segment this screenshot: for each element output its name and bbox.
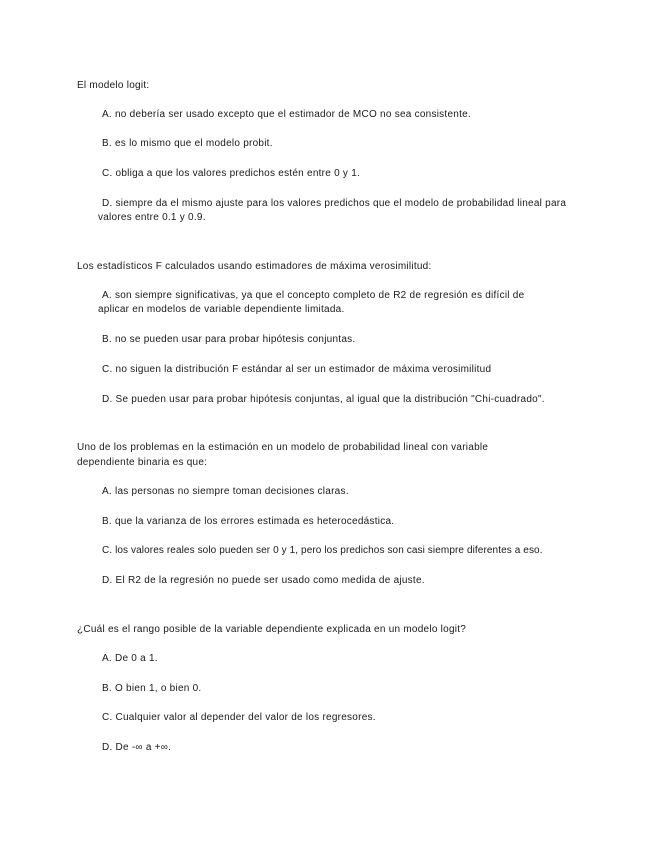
option-d[interactable]: D. siempre da el mismo ajuste para los valores predichos que el modelo de probabilidad lineal para valores entre 0.1 y 0.9. (98, 198, 567, 223)
option-b[interactable]: B. O bien 1, o bien 0. (102, 683, 202, 694)
option-c[interactable]: C. los valores reales solo pueden ser 0 y 1, pero los predichos son casi siempre diferentes a eso. (102, 545, 543, 556)
question-text: Los estadísticos F calculados usando estimadores de máxima verosimilitud: (77, 261, 432, 272)
option-a[interactable]: A. las personas no siempre toman decisiones claras. (102, 486, 349, 497)
option-a[interactable]: A. son siempre significativas, ya que el concepto completo de R2 de regresión es difícil de aplicar en modelos de variable dependiente limitada. (98, 290, 525, 315)
option-d[interactable]: D. De -∞ a +∞. (102, 742, 172, 753)
option-c[interactable]: C. no siguen la distribución F estándar al ser un estimador de máxima verosimilitud (102, 364, 492, 375)
option-a[interactable]: A. no debería ser usado excepto que el estimador de MCO no sea consistente. (102, 109, 471, 120)
option-d[interactable]: D. El R2 de la regresión no puede ser usado como medida de ajuste. (102, 575, 425, 586)
question-4 (77, 622, 617, 637)
option-b[interactable]: B. que la varianza de los errores estimada es heterocedástica. (102, 516, 395, 527)
option-a[interactable]: A. De 0 a 1. (102, 653, 158, 664)
option-d[interactable]: D. Se pueden usar para probar hipótesis conjuntas, al igual que la distribución "Chi-cuadrado". (102, 394, 545, 405)
option-b[interactable]: B. es lo mismo que el modelo probit. (102, 138, 273, 149)
option-c[interactable]: C. obliga a que los valores predichos estén entre 0 y 1. (102, 168, 361, 179)
option-c[interactable]: C. Cualquier valor al depender del valor de los regresores. (102, 712, 376, 723)
question-2 (77, 259, 617, 274)
question-text: Uno de los problemas en la estimación en un modelo de probabilidad lineal con variable dependiente binaria es que: (77, 442, 489, 468)
option-b[interactable]: B. no se pueden usar para probar hipótesis conjuntas. (102, 334, 356, 345)
question-1 (77, 78, 617, 93)
question-text: ¿Cuál es el rango posible de la variable dependiente explicada en un modelo logit? (77, 624, 467, 635)
question-text: El modelo logit: (77, 80, 150, 91)
question-3 (77, 440, 617, 470)
